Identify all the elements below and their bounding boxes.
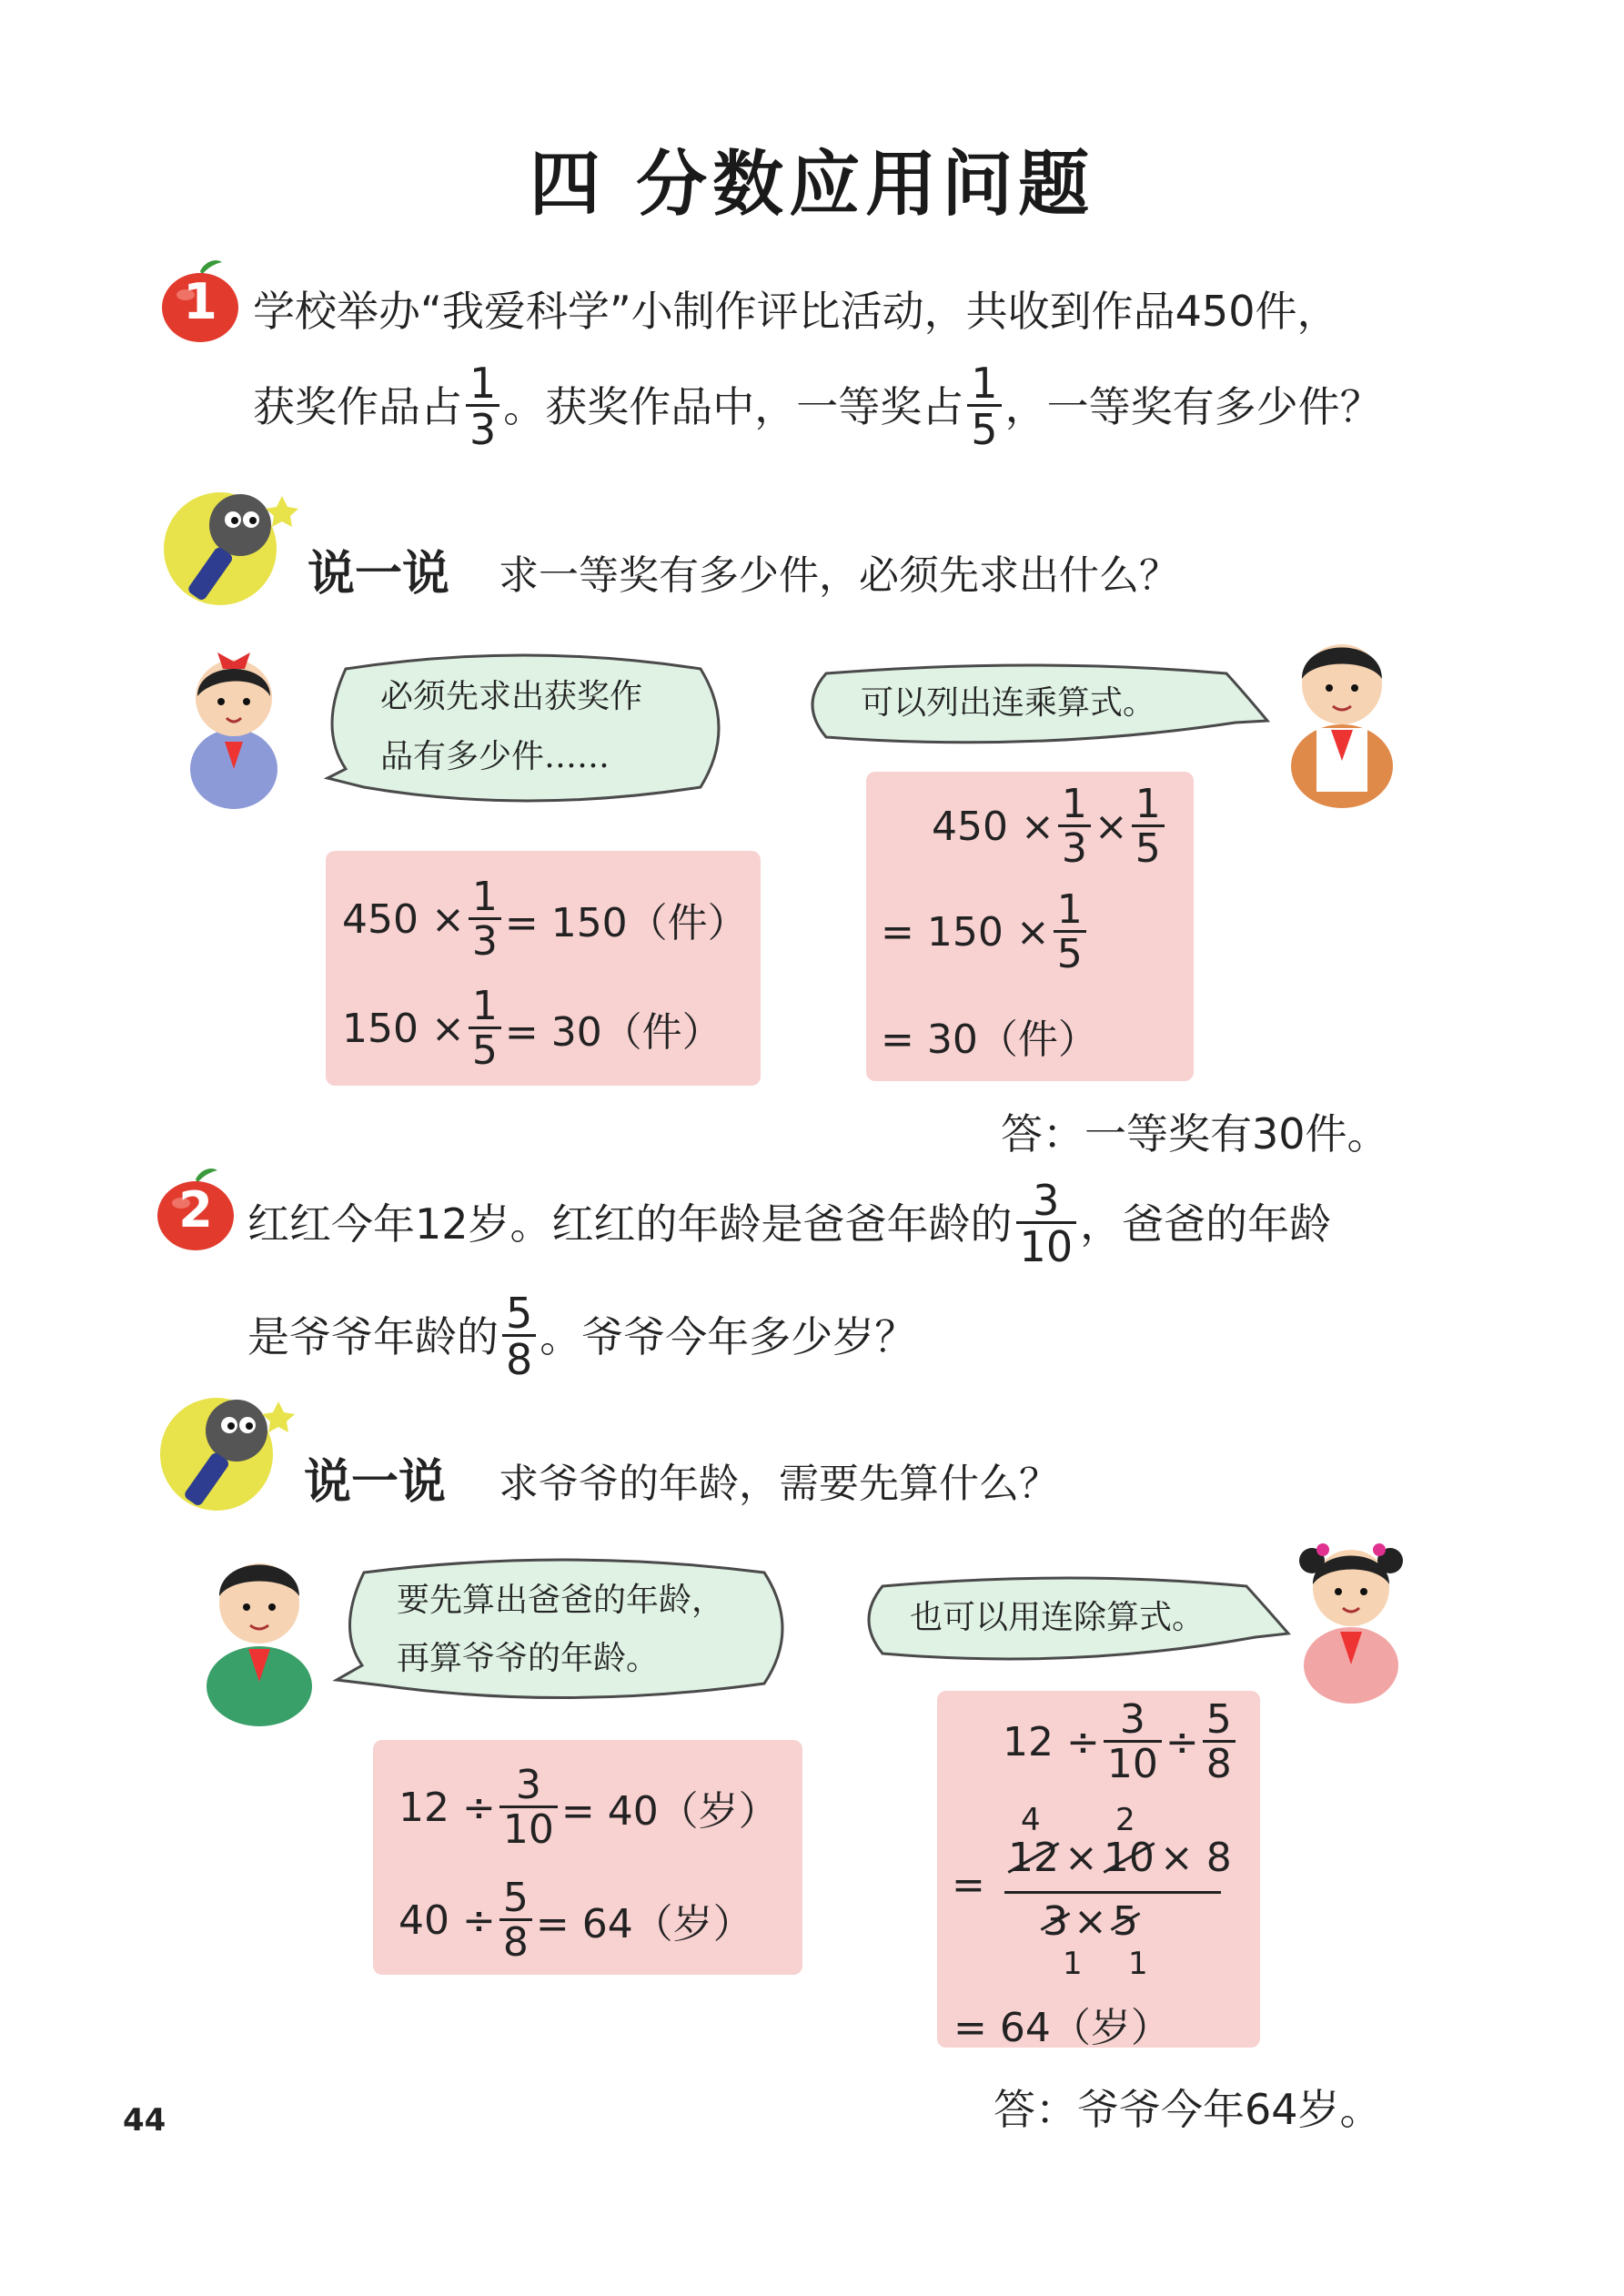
- calc-eq-sign: =: [952, 1862, 985, 1908]
- fraction: $\frac{1}{3}$: [1058, 784, 1091, 869]
- reduction-note: 1: [1063, 1946, 1083, 1982]
- bubble-left-2-line-1: 要先算出爸爸的年龄，: [397, 1582, 725, 1619]
- microphone-mascot-icon: [153, 1383, 298, 1520]
- boy-avatar-icon: [1278, 619, 1406, 810]
- reduction-note: 4: [1021, 1802, 1041, 1838]
- fraction-one-fifth: $\frac{1}{5}$: [967, 362, 1001, 450]
- girl-character: [1290, 1515, 1413, 1706]
- problem-1-line-2: [253, 359, 1382, 454]
- problem-1-line-2a: 获奖作品占: [253, 381, 462, 431]
- calc-row: 450 × $\frac{1}{3}$ × $\frac{1}{5}$: [932, 784, 1168, 868]
- calc-box-2-left: [373, 1740, 802, 1975]
- problem-1-number: 1: [183, 273, 217, 330]
- mascot-microphone: [153, 1383, 298, 1520]
- fraction: $\frac{3}{10}$: [1104, 1700, 1162, 1785]
- fraction-five-eighths: $\frac{5}{8}$: [502, 1292, 536, 1381]
- say-label-2: 说一说: [304, 1455, 447, 1510]
- bubble-left-1-line-2: 品有多少件……: [380, 738, 610, 775]
- calc-numerator: 12 × 10 × 8: [1008, 1835, 1232, 1881]
- fraction: $\frac{5}{8}$: [1203, 1700, 1236, 1785]
- fraction: $\frac{3}{10}$: [499, 1765, 558, 1850]
- answer-1: 答：一等奖有30件。: [1001, 1109, 1389, 1158]
- problem-1-line-2b: 。获奖作品中，一等奖占: [503, 381, 964, 431]
- calc-denominator: 3 × 5: [1043, 1898, 1138, 1945]
- speech-bubble-left-2: [328, 1547, 801, 1711]
- calc-row: = 64（岁）: [953, 2005, 1171, 2051]
- say-question-2: 求爷爷的年龄，需要先算什么？: [499, 1461, 1059, 1507]
- fraction-one-third: $\frac{1}{3}$: [466, 362, 499, 450]
- fraction: $\frac{1}{5}$: [469, 986, 501, 1071]
- boy-character: [1278, 619, 1406, 810]
- problem-1-badge: [155, 255, 246, 346]
- fraction: $\frac{1}{3}$: [469, 877, 501, 962]
- answer-2: 答：爷爷今年64岁。: [994, 2085, 1382, 2134]
- mascot-microphone: [156, 478, 302, 614]
- problem-2-line-2: 是爷爷年龄的 $\frac{5}{8}$ 。爷爷今年多少岁？: [247, 1289, 917, 1384]
- fraction: $\frac{5}{8}$: [499, 1878, 532, 1963]
- fraction: $\frac{1}{5}$: [1132, 784, 1165, 869]
- problem-1-line-1: 学校举办“我爱科学”小制作评比活动，共收到作品450件，: [253, 287, 1339, 336]
- girl-avatar-icon: [177, 632, 291, 814]
- boy-avatar-icon: [196, 1536, 323, 1727]
- bubble-right-1-text: 可以列出连乘算式。: [861, 684, 1156, 722]
- calc-row: = 30（件）: [881, 1017, 1098, 1063]
- calc-box-1-left: [326, 851, 761, 1086]
- calc-row: = 150 × $\frac{1}{5}$: [881, 890, 1090, 974]
- reduction-note: 1: [1128, 1946, 1148, 1982]
- boy-character: [196, 1536, 323, 1727]
- problem-2-badge: [150, 1163, 241, 1254]
- bubble-left-2-line-2: 再算爷爷的年龄。: [397, 1640, 660, 1677]
- speech-bubble-right-1: [799, 657, 1272, 753]
- bubble-right-2-text: 也可以用连除算式。: [910, 1599, 1205, 1636]
- speech-bubble-right-2: [855, 1570, 1292, 1670]
- calc-box-1-right: [866, 772, 1194, 1081]
- page-number: 44: [123, 2102, 166, 2139]
- problem-2-line-1: 红红今年12岁。红红的年龄是爸爸年龄的 $\frac{3}{10}$ ，爸爸的年龄: [247, 1176, 1332, 1271]
- fraction-bar: [1004, 1891, 1221, 1894]
- calc-row: 12 ÷ $\frac{3}{10}$ = 40（岁）: [398, 1761, 779, 1853]
- bubble-left-1-line-1: 必须先求出获奖作: [380, 678, 643, 715]
- calc-row: 12 ÷ $\frac{3}{10}$ ÷ $\frac{5}{8}$: [1003, 1700, 1239, 1784]
- page-title: 四 分数应用问题: [529, 144, 1095, 226]
- calc-row: 450 × $\frac{1}{3}$ = 150（件）: [342, 873, 748, 965]
- problem-1-line-2c: ，一等奖有多少件？: [1004, 381, 1382, 431]
- reduction-note: 2: [1115, 1802, 1135, 1838]
- say-label-1: 说一说: [308, 547, 450, 602]
- speech-bubble-left-1: [309, 642, 737, 814]
- fraction-three-tenths: $\frac{3}{10}$: [1016, 1179, 1077, 1268]
- problem-2-number: 2: [178, 1181, 213, 1239]
- calc-row: 40 ÷ $\frac{5}{8}$ = 64（岁）: [398, 1874, 753, 1966]
- microphone-mascot-icon: [156, 478, 302, 614]
- say-question-1: 求一等奖有多少件，必须先求出什么？: [499, 552, 1179, 599]
- girl-character: [177, 632, 291, 814]
- speech-bubble-shape: [309, 642, 737, 814]
- fraction: $\frac{1}{5}$: [1054, 890, 1086, 975]
- girl-avatar-icon: [1290, 1515, 1413, 1706]
- calc-row: 150 × $\frac{1}{5}$ = 30（件）: [342, 982, 722, 1074]
- calc-box-2-right: [937, 1691, 1260, 2051]
